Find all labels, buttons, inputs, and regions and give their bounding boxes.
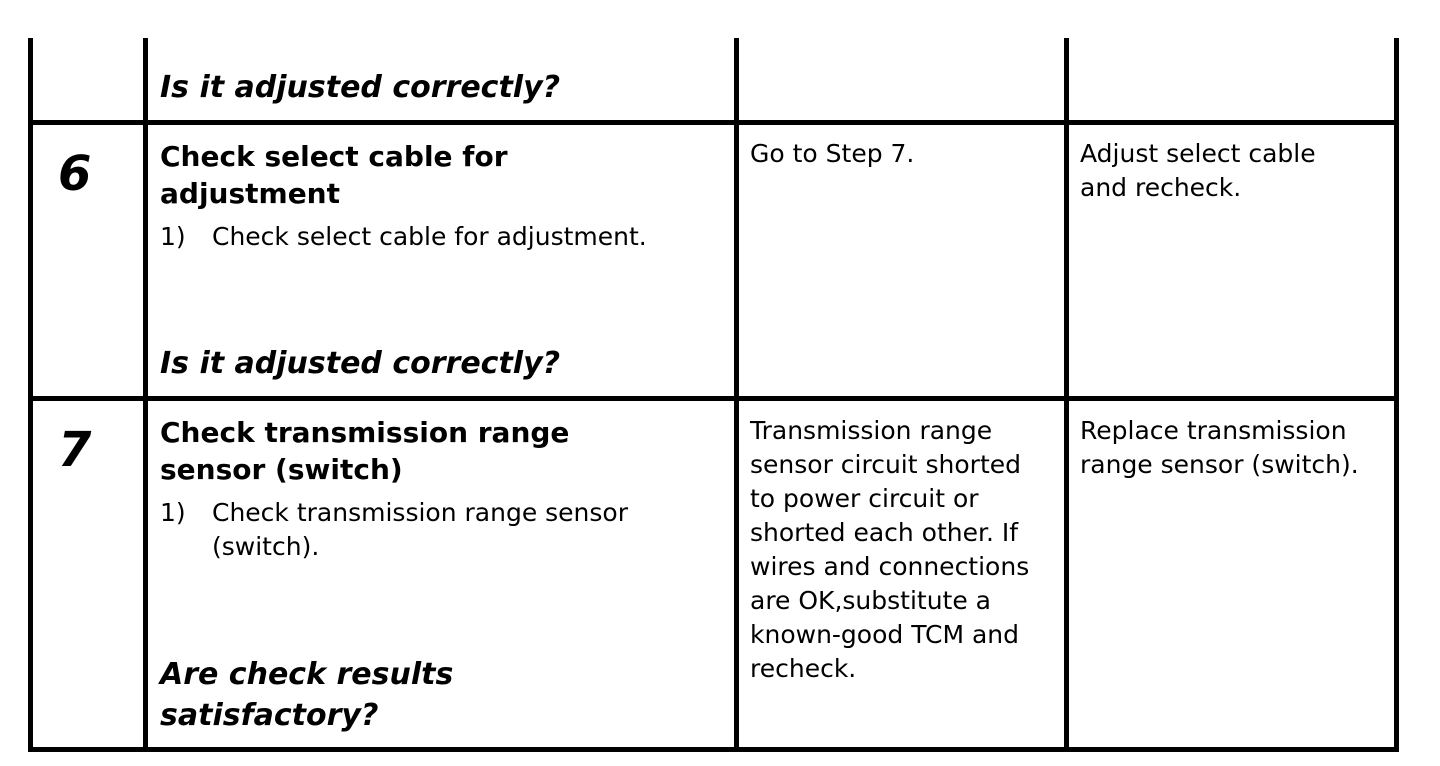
column-divider-step	[143, 38, 148, 752]
column-divider-action	[734, 38, 739, 752]
check-question: Is it adjusted correctly?	[160, 70, 561, 105]
substep	[160, 496, 730, 564]
no-cell	[1080, 137, 1385, 205]
table-border-right	[1394, 38, 1399, 752]
substep-text: Check select cable for adjustment.	[212, 222, 647, 251]
substep-number: 1)	[160, 498, 186, 527]
column-divider-yes	[1064, 38, 1069, 752]
yes-cell	[750, 137, 1055, 171]
step-number: 6	[58, 146, 92, 202]
substep-text: Check transmission range sensor (switch).	[212, 498, 628, 561]
no-cell	[1080, 414, 1385, 482]
step-title: Check select cable for adjustment	[160, 140, 508, 210]
no-result: Replace transmission range sensor (switch).	[1080, 416, 1359, 479]
no-result: Adjust select cable and recheck.	[1080, 139, 1316, 202]
step-number: 7	[58, 422, 92, 478]
table-border-bottom	[28, 747, 1399, 752]
check-question: Are check results satisfactory?	[160, 657, 454, 733]
substep-number: 1)	[160, 222, 186, 251]
step-title: Check transmission range sensor (switch)	[160, 416, 570, 486]
table-border-left	[28, 38, 33, 752]
yes-result: Go to Step 7.	[750, 139, 915, 168]
check-question: Is it adjusted correctly?	[160, 346, 561, 381]
substep	[160, 220, 730, 254]
row-divider-6	[28, 120, 1399, 125]
action-cell	[160, 414, 730, 747]
yes-cell	[750, 414, 1050, 686]
action-cell	[160, 138, 730, 396]
row-divider-7	[28, 396, 1399, 401]
table-row	[148, 38, 734, 120]
yes-result: Transmission range sensor circuit shorted to power circuit or shorted each other. If wires and connections are OK,substitute a known-good TCM and recheck.	[750, 416, 1030, 683]
